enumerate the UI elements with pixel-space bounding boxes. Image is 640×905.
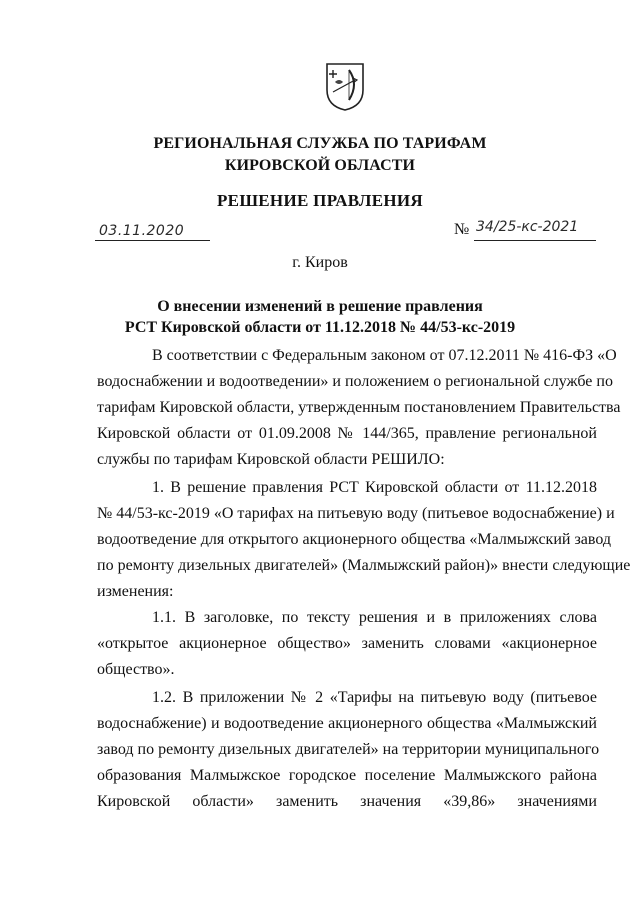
kirov-coat-of-arms-icon — [325, 62, 365, 112]
body-line: по ремонту дизельных двигателей» (Малмыжский район)» внести следующие — [97, 557, 631, 574]
subject-line2: РСТ Кировской области от 11.12.2018 № 44/53-кс-2019 — [124, 319, 516, 336]
body-line: тарифам Кировской области, утвержденным постановлением Правительства — [97, 399, 621, 416]
handwritten-date: 03.11.2020 — [99, 223, 185, 239]
body-line: общество». — [97, 661, 175, 678]
body-line: 1.1. В заголовке, по тексту решения и в приложениях слова — [152, 609, 597, 626]
body-line: образования Малмыжское городское поселение Малмыжского района — [97, 767, 597, 784]
organization-name-line1: РЕГИОНАЛЬНАЯ СЛУЖБА ПО ТАРИФАМ — [153, 135, 487, 152]
body-line: изменения: — [97, 583, 174, 600]
organization-name-line2: КИРОВСКОЙ ОБЛАСТИ — [224, 157, 416, 174]
number-underline — [474, 240, 596, 241]
subject-line1: О внесении изменений в решение правления — [157, 298, 483, 315]
handwritten-document-number: 34/25-кс-2021 — [476, 219, 579, 235]
body-line: 1. В решение правления РСТ Кировской области от 11.12.2018 — [152, 479, 597, 496]
body-line: водоотведение для открытого акционерного общества «Малмыжский завод — [97, 531, 611, 548]
date-underline — [95, 240, 210, 241]
city-name: г. Киров — [292, 254, 348, 271]
document-type-title: РЕШЕНИЕ ПРАВЛЕНИЯ — [217, 191, 423, 210]
body-line: завод по ремонту дизельных двигателей» на территории муниципального — [97, 741, 600, 758]
body-line: водоснабжение) и водоотведение акционерного общества «Малмыжский — [97, 715, 597, 732]
body-line: водоснабжении и водоотведении» и положением о региональной службе по — [97, 373, 613, 390]
number-sign: № — [454, 221, 470, 238]
body-line: Кировской области» заменить значения «39,86» значениями — [97, 793, 597, 810]
body-line: № 44/53-кс-2019 «О тарифах на питьевую воду (питьевое водоснабжение) и — [97, 505, 615, 522]
body-line: службы по тарифам Кировской области РЕШИЛО: — [97, 451, 445, 468]
body-line: «открытое акционерное общество» заменить словами «акционерное — [97, 635, 597, 652]
body-line: 1.2. В приложении № 2 «Тарифы на питьевую воду (питьевое — [152, 689, 597, 706]
body-line: Кировской области от 01.09.2008 № 144/365, правление региональной — [97, 425, 597, 442]
body-line: В соответствии с Федеральным законом от 07.12.2011 № 416-ФЗ «О — [152, 347, 617, 364]
